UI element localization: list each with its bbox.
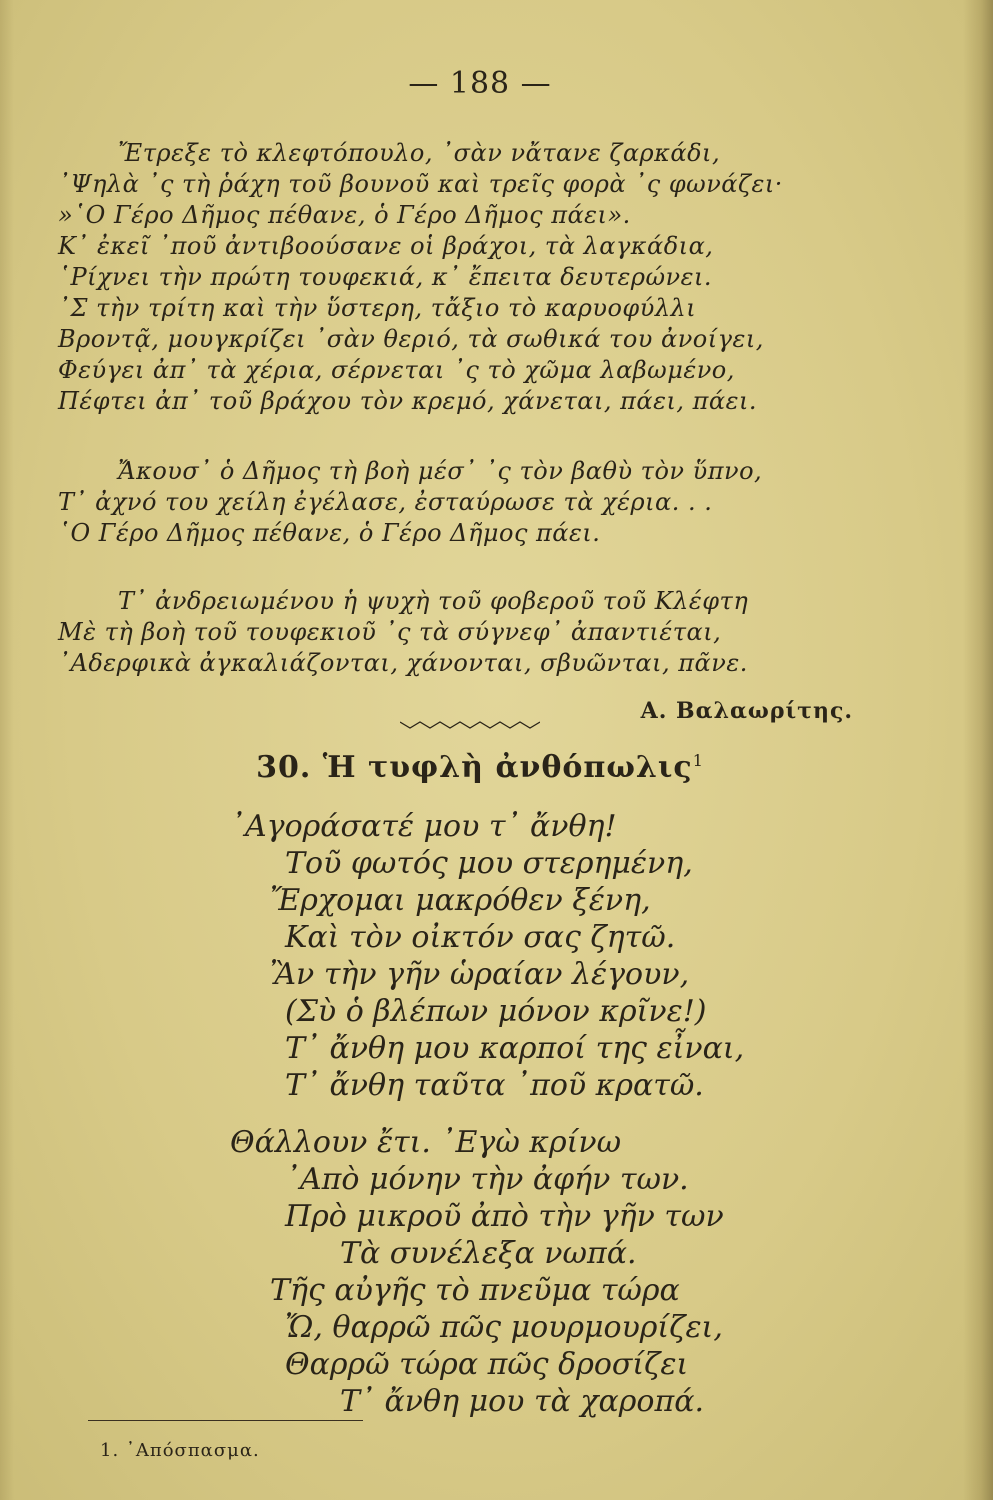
verse-line: ῾Ο Γέρο Δῆμος πέθανε, ὁ Γέρο Δῆμος πάει. — [58, 519, 601, 547]
verse-line: ᾽Αδερφικὰ ἀγκαλιάζονται, χάνονται, σβυῶνται, πᾶνε. — [58, 649, 748, 677]
footnote-rule — [88, 1420, 363, 1421]
footnote-marker: 1 — [692, 751, 704, 770]
poem-line: Ἔρχομαι μακρόθεν ξένη, — [270, 883, 651, 918]
verse-line: »῾Ο Γέρο Δῆμος πέθανε, ὁ Γέρο Δῆμος πάει». — [58, 201, 631, 229]
verse-line: Τ᾽ ἀχνό του χείλη ἐγέλασε, ἐσταύρωσε τὰ χέρια. . . — [58, 488, 713, 516]
poem-line: Καὶ τὸν οἰκτόν σας ζητῶ. — [285, 920, 676, 955]
poem-part-1 — [0, 808, 744, 1104]
stanza-3 — [58, 586, 748, 679]
verse-line: Φεύγει ἀπ᾽ τὰ χέρια, σέρνεται ᾽ς τὸ χῶμα λαβωμένο, — [58, 356, 735, 384]
poem-line: Ἂν τὴν γῆν ὡραίαν λέγουν, — [270, 957, 690, 992]
poem-line: ᾽Αγοράσατέ μου τ᾽ ἄνθη! — [230, 809, 617, 844]
poem-line: Τ᾽ ἄνθη ταῦτα ᾽ποῦ κρατῶ. — [285, 1068, 704, 1103]
poem-line: ᾽Απὸ μόνην τὴν ἀφήν των. — [285, 1162, 689, 1197]
poem-line: (Σὺ ὁ βλέπων μόνον κρῖνε!) — [285, 994, 707, 1029]
poem-part-2 — [0, 1124, 724, 1420]
verse-line: Κ᾽ ἐκεῖ ᾽ποῦ ἀντιβοούσανε οἱ βράχοι, τὰ λαγκάδια, — [58, 232, 714, 260]
page-edge-right — [963, 0, 993, 1500]
page-number: — 188 — — [408, 66, 552, 101]
poem-line: Τὰ συνέλεξα νωπά. — [340, 1236, 637, 1271]
poem-line: Ὤ, θαρρῶ πῶς μουρμουρίζει, — [285, 1310, 723, 1345]
verse-line: Ἄκουσ᾽ ὁ Δῆμος τὴ βοὴ μέσ᾽ ᾽ς τὸν βαθὺ τὸν ὕπνο, — [118, 457, 763, 485]
poem-line: Πρὸ μικροῦ ἀπὸ τὴν γῆν των — [285, 1199, 724, 1234]
poem-line: Τ᾽ ἄνθη μου καρποί της εἶναι, — [285, 1031, 745, 1066]
poem-line: Θαρρῶ τώρα πῶς δροσίζει — [285, 1347, 689, 1382]
poem-line: Τῆς αὐγῆς τὸ πνεῦμα τώρα — [270, 1273, 680, 1308]
verse-line: Πέφτει ἀπ᾽ τοῦ βράχου τὸν κρεμό, χάνεται, πάει, πάει. — [58, 387, 758, 415]
verse-line: ᾽Ψηλὰ ᾽ς τὴ ῥάχη τοῦ βουνοῦ καὶ τρεῖς φορὰ ᾽ς φωνάζει· — [58, 170, 783, 198]
poem-line: Θάλλουν ἔτι. ᾽Εγὼ κρίνω — [230, 1125, 622, 1160]
poem-title — [0, 750, 960, 785]
poem-title-text: 30. Ἡ τυφλὴ ἀνθόπωλις — [256, 750, 693, 785]
verse-line: ᾽Σ τὴν τρίτη καὶ τὴν ὕστερη, τἄξιο τὸ καρυοφύλλι — [58, 294, 697, 322]
stanza-2 — [58, 456, 762, 549]
footnote: 1. ᾽Απόσπασμα. — [100, 1440, 260, 1461]
verse-line: Ἔτρεξε τὸ κλεφτόπουλο, ᾽σὰν νἄτανε ζαρκάδι, — [118, 139, 721, 167]
stanza-1 — [58, 138, 898, 417]
poem-line: Τοῦ φωτός μου στερημένη, — [285, 846, 693, 881]
verse-line: ῾Ρίχνει τὴν πρώτη τουφεκιά, κ᾽ ἔπειτα δευτερώνει. — [58, 263, 713, 291]
poem-line: Τ᾽ ἄνθη μου τὰ χαροπά. — [340, 1384, 704, 1419]
verse-line: Μὲ τὴ βοὴ τοῦ τουφεκιοῦ ᾽ς τὰ σύγνεφ᾽ ἀπαντιέται, — [58, 618, 722, 646]
verse-line: Βροντᾷ, μουγκρίζει ᾽σὰν θεριό, τὰ σωθικά του ἀνοίγει, — [58, 325, 764, 353]
author-signature: Α. Βαλαωρίτης. — [640, 698, 853, 724]
wavy-divider — [400, 718, 540, 732]
verse-line: Τ᾽ ἀνδρειωμένου ἡ ψυχὴ τοῦ φοβεροῦ τοῦ Κλέφτη — [118, 587, 749, 615]
